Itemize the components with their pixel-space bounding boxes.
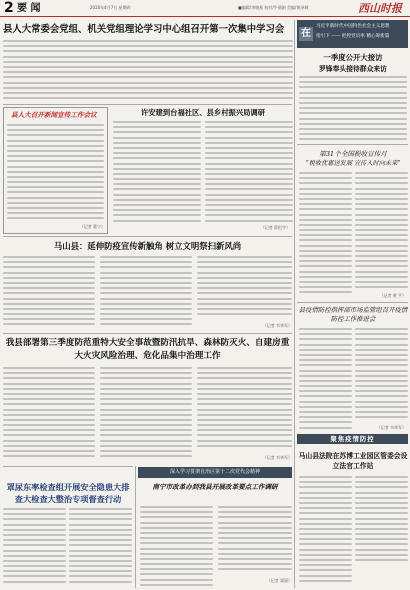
right-article-2-body-col2: [355, 172, 408, 290]
right-article-3-byline: （记者 韦华军）: [376, 425, 406, 430]
article-5-body-col3: [197, 367, 292, 452]
right-article-2-body-col1: [299, 172, 352, 297]
right-article-1-title: 一季度公开大接访: [323, 53, 383, 62]
right-article-2-byline: （记者 黄 平）: [379, 293, 406, 298]
divider: [3, 104, 292, 105]
article-6-body-col1: [3, 508, 66, 588]
article-3-title: 许安建到台福社区、县乡村振兴局调研: [140, 108, 266, 117]
article-1-body: [3, 40, 293, 102]
article-4-byline: （记者 韦华军）: [262, 323, 292, 328]
article-4-body-col1: [3, 256, 95, 328]
right-article-2-subtitle: “税收优惠送发展 宣传入时向未来”: [305, 160, 401, 167]
article-8-body-col1: [299, 476, 352, 586]
editors-line: ■编辑/李晓燕 校对/牛丽娟 美编/黄泽城: [238, 5, 309, 10]
article-1-title: 县人大常委会党组、机关党组理论学习中心组召开第一次集中学习会: [3, 24, 285, 35]
article-2-byline: （记者 董宁）: [79, 224, 105, 229]
article-7-title: 南宁市改革办到我县开展改革要点工作调研: [152, 483, 278, 491]
article-6-body-col2: [69, 508, 132, 588]
article-5-title: 我县部署第三季度防范重特大安全事故暨防汛抗旱、森林防灭火、自建房重大火灾风险治理、危化品集中治理工作: [5, 338, 290, 361]
article-4-body-col2: [100, 256, 192, 328]
article-8-title: 马山县法院在苏博工业园区管委会设立法官工作站: [298, 452, 408, 470]
article-4-body-col3: [197, 256, 292, 320]
right-article-1-body: [299, 76, 407, 142]
banner-line-2: 指引下 —— 把控党员率 精心筹新篇: [316, 34, 390, 39]
section-title: 要 闻: [17, 3, 41, 14]
column-divider: [135, 466, 136, 588]
article-8-body-col2: [355, 476, 408, 566]
masthead: [0, 0, 410, 17]
article-5-byline: （记者 韦华军）: [262, 455, 292, 460]
right-article-3-title: 县疫情防控指挥部市场监管组召开疫情防控工作推进会: [298, 306, 408, 323]
divider: [297, 144, 408, 145]
divider: [3, 333, 292, 334]
right-article-3-body-col2: [355, 328, 408, 423]
issue-date: 2020年4月7日 星期四: [90, 5, 131, 10]
article-5-body-col1: [3, 367, 95, 462]
divider: [3, 236, 292, 237]
right-article-3-body-col1: [299, 328, 352, 430]
article-7-body-col1: [140, 506, 213, 588]
article-7-byline: （记者 梁丽）: [266, 578, 292, 583]
article-3-body-right: [205, 121, 293, 225]
article-4-title: 马山县：延伸防疫宣传新触角 树立文明祭扫新风尚: [53, 241, 242, 251]
study-banner: 深入学习贯彻自治区第十二次党代会精神: [138, 467, 292, 478]
banner-initial: 在: [301, 28, 311, 39]
focus-banner: 聚焦疫情防控: [297, 434, 408, 444]
newspaper-logo: 西山时报: [358, 2, 402, 15]
article-2-title: 县人大召开新闻宣传工作会议: [11, 111, 97, 119]
article-3-body-left: [113, 121, 201, 225]
column-divider: [294, 20, 295, 588]
article-2-body: [7, 124, 104, 222]
page-number: 2: [4, 0, 14, 16]
divider: [3, 466, 133, 467]
divider: [297, 302, 408, 303]
article-3-byline: （记者 薛恒宇）: [260, 225, 290, 230]
article-5-body-col2: [100, 367, 192, 462]
right-article-2-title: 第31个全国税收宣传月: [319, 150, 387, 158]
article-7-body-col2: [218, 506, 292, 576]
article-6-title: 罩尿东率检查组开展安全隐患大排查大检查大整治专项督查行动: [6, 482, 130, 504]
right-article-1-subtitle: 罗锋奉头接待群众来访: [319, 65, 387, 73]
banner-line-1: 习近平新时代中国特色社会主义思想: [316, 24, 390, 29]
